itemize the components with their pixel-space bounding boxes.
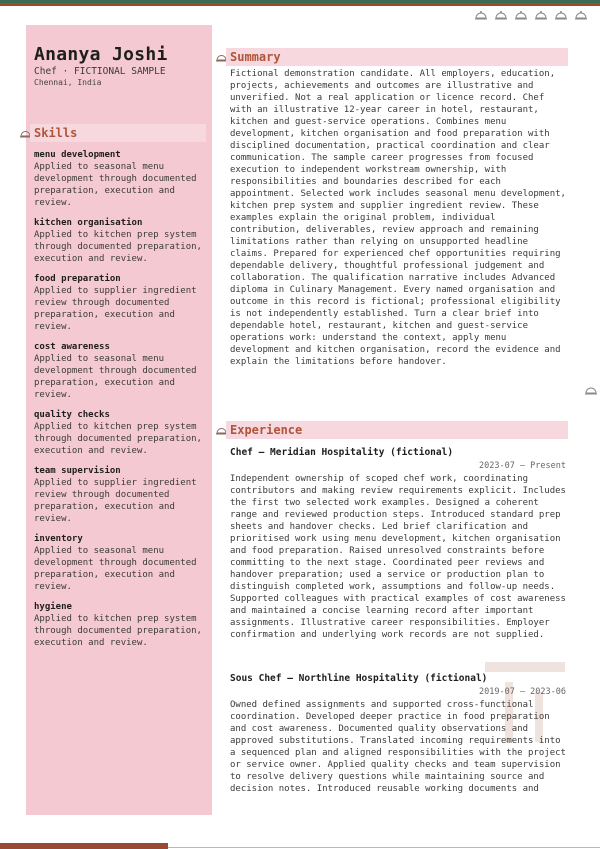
skill-name: menu development [34, 150, 121, 160]
skills-heading: Skills [34, 126, 78, 140]
job-description: Independent ownership of scoped chef work, coordinating contributors and making review requirements explicit. Includes the first two selected work examples. Designed a coherent range and reviewed production steps. Introduced standard prep sheets and handover checks. Led brief clarification and prioritised work using menu development, kitchen organisation and food preparation. Raised unresolved constraints before committing to the next stage. Coordinated peer reviews and handover preparation; used a service or production plan to distinguish completed work, assumptions and follow-up needs. Supported colleagues with practical examples of cost awareness and maintained a concise learning record after important assignments. Illustrative career responsibilities. Employer confirmation and underlying work records are not supplied. [230, 474, 566, 640]
skill-item [34, 409, 202, 457]
summary-heading: Summary [230, 50, 281, 64]
candidate-role: Chef · FICTIONAL SAMPLE [34, 66, 166, 77]
skill-item [34, 149, 202, 209]
bottom-rule [168, 847, 600, 848]
job-dates: 2019-07 – 2023-06 [479, 687, 566, 697]
experience-heading: Experience [230, 423, 303, 437]
skill-item [34, 533, 202, 593]
skill-description: Applied to kitchen prep system through documented preparation, execution and review. [34, 230, 202, 264]
cloche-icon [494, 9, 508, 21]
cloche-icon [534, 9, 548, 21]
skill-name: kitchen organisation [34, 218, 143, 228]
job-dates: 2023-07 – Present [479, 461, 566, 471]
skill-item [34, 273, 202, 333]
cloche-icon [554, 9, 568, 21]
skill-item [34, 601, 202, 649]
skill-item [34, 217, 202, 265]
top-icon-row [474, 9, 588, 21]
skill-name: hygiene [34, 602, 72, 612]
cloche-icon [514, 9, 528, 21]
skill-description: Applied to supplier ingredient review through documented preparation, execution and review. [34, 286, 197, 332]
skill-name: food preparation [34, 274, 121, 284]
job-entry [230, 447, 566, 641]
top-accent-bar-rust [0, 3, 600, 6]
candidate-name: Ananya Joshi [34, 44, 168, 65]
summary-heading-bar [226, 48, 568, 66]
skill-name: cost awareness [34, 342, 110, 352]
job-description: Owned defined assignments and supported cross-functional coordination. Developed deeper practice in food preparation and cost awareness. Documented quality observations and approved substitutions. Translated incoming requirements into a sequenced plan and aligned responsibilities with the project or service owner. Applied quality checks and team supervision to resolve delivery questions while maintaining source and decision notes. Introduced reusable working documents and [230, 700, 566, 794]
cloche-icon [585, 385, 597, 395]
summary-text: Fictional demonstration candidate. All employers, education, projects, achievements and outcomes are illustrative and unverified. Not a real application or licence record. Chef with an illustrative 12-year career in hotel, restaurant, kitchen and guest-service operations. Combines menu development, kitchen organisation and food preparation with disciplined documentation, practical coordination and clear communication. The sample career progresses from focused execution to independent workstream ownership, with responsibilities and boundaries described for each appointment. Selected work includes seasonal menu development, kitchen prep system and supplier ingredient review. These examples explain the original problem, individual contribution, deliverables, review approach and remaining limitations rather than relying on unsupported headline claims. Prepared for experienced chef opportunities requiring dependable delivery, thoughtful professional judgement and collaboration. The qualification narrative includes Advanced diploma in Culinary Management. Every named organisation and outcome in this record is fictional; professional eligibility is not independently established. Turn a clear brief into dependable hotel, restaurant, kitchen and guest-service operations work: understand the context, apply menu development and kitchen organisation, record the evidence and explain the limitations before handover. [230, 69, 566, 367]
skill-description: Applied to kitchen prep system through documented preparation, execution and review. [34, 422, 202, 456]
skill-item [34, 341, 202, 401]
skill-name: quality checks [34, 410, 110, 420]
skill-description: Applied to kitchen prep system through documented preparation, execution and review. [34, 614, 202, 648]
job-title: Sous Chef — Northline Hospitality (fictional) [230, 673, 488, 684]
skill-description: Applied to seasonal menu development through documented preparation, execution and review. [34, 354, 197, 400]
job-title: Chef — Meridian Hospitality (fictional) [230, 447, 454, 458]
skill-item [34, 465, 202, 525]
skill-description: Applied to supplier ingredient review through documented preparation, execution and review. [34, 478, 197, 524]
candidate-location: Chennai, India [34, 78, 102, 87]
skill-description: Applied to seasonal menu development through documented preparation, execution and review. [34, 546, 197, 592]
decorative-watermark-shape [485, 662, 565, 750]
skills-list [34, 149, 202, 657]
skill-name: team supervision [34, 466, 121, 476]
cloche-icon [474, 9, 488, 21]
bottom-accent-bar [0, 843, 168, 849]
experience-heading-bar [226, 421, 568, 439]
skill-name: inventory [34, 534, 83, 544]
skills-heading-bar [30, 124, 206, 142]
cloche-icon [574, 9, 588, 21]
skill-description: Applied to seasonal menu development through documented preparation, execution and review. [34, 162, 197, 208]
